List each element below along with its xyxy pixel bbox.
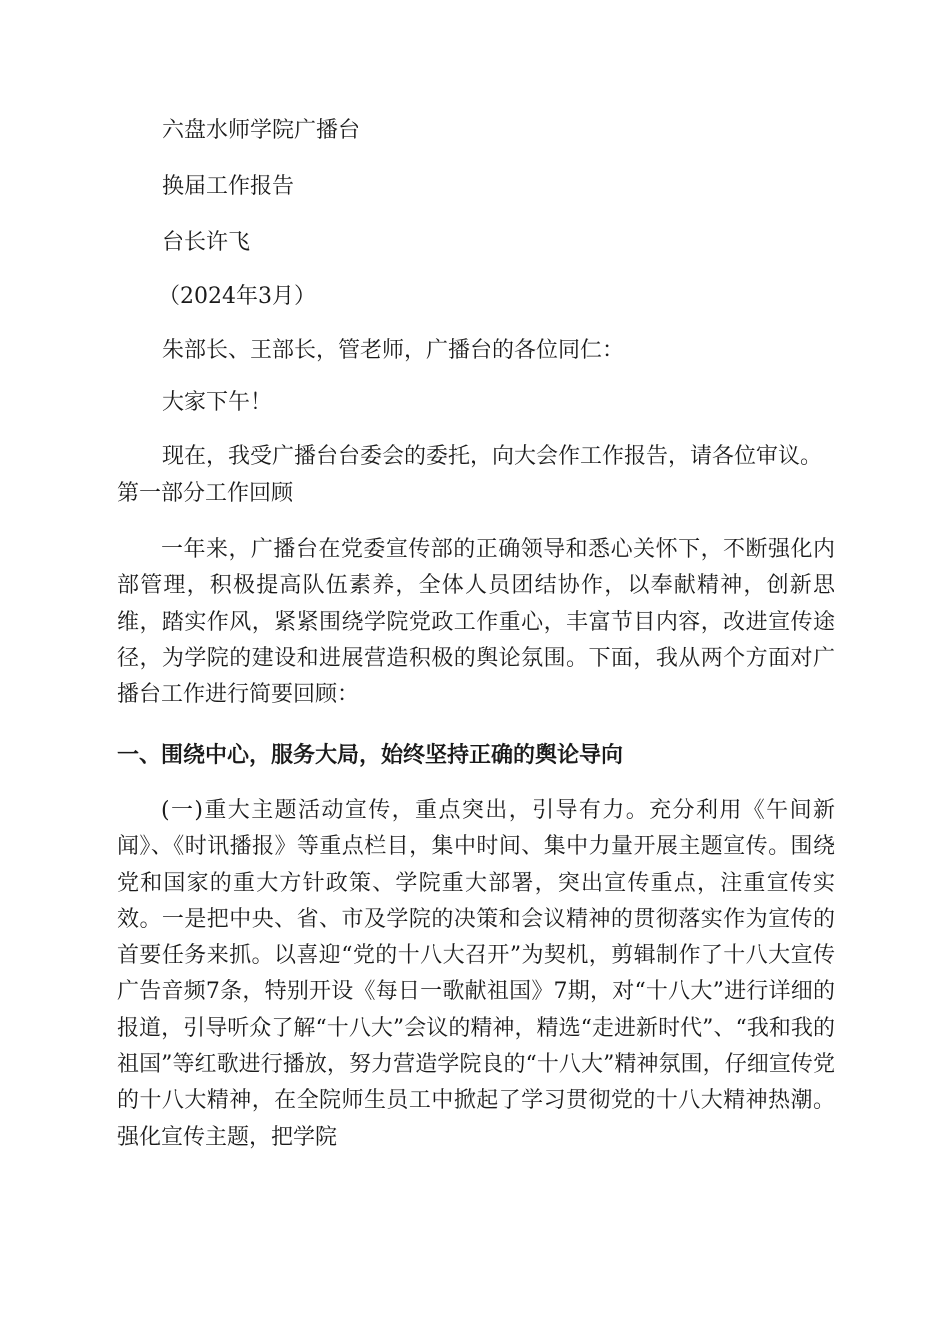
- author-line: 台长许飞: [162, 230, 251, 255]
- salutation: 朱部长、王部长，管老师，广播台的各位同仁：: [162, 338, 625, 363]
- report-title: 换届工作报告: [162, 174, 295, 199]
- section-one-heading: 一、围绕中心，服务大局，始终坚持正确的舆论导向: [117, 742, 624, 768]
- org-title: 六盘水师学院广播台: [162, 118, 361, 143]
- date-line: （2024年3月）: [158, 284, 316, 309]
- greeting: 大家下午！: [162, 390, 273, 415]
- review-paragraph: 一年来，广播台在党委宣传部的正确领导和悉心关怀下，不断强化内部管理，积极提高队伍素养，全体人员团结协作，以奉献精神，创新思维，踏实作风，紧紧围绕学院党政工作重心，丰富节目内容，改进宣传途径，为学院的建设和进展营造积极的舆论氛围。下面，我从两个方面对广播台工作进行简要回顾：: [117, 537, 835, 708]
- intro-line: 现在，我受广播台台委会的委托，向大会作工作报告，请各位审议。: [162, 444, 823, 469]
- part-one-title: 第一部分工作回顾: [117, 481, 294, 506]
- section-one-paragraph: (一)重大主题活动宣传，重点突出，引导有力。充分利用《午间新闻》、《时讯播报》等重点栏目，集中时间、集中力量开展主题宣传。围绕党和国家的重大方针政策、学院重大部署，突出宣传重点，注重宣传实效。一是把中央、省、市及学院的决策和会议精神的贯彻落实作为宣传的首要任务来抓。以喜迎“党的十八大召开”为契机，剪辑制作了十八大宣传广告音频7条，特别开设《每日一歌献祖国》7期，对“十八大”进行详细的报道，引导听众了解“十八大”会议的精神，精选“走进新时代”、“我和我的祖国”等红歌进行播放，努力营造学院良的“十八大”精神氛围，仔细宣传党的十八大精神，在全院师生员工中掀起了学习贯彻党的十八大精神热潮。强化宣传主题，把学院: [117, 798, 835, 1150]
